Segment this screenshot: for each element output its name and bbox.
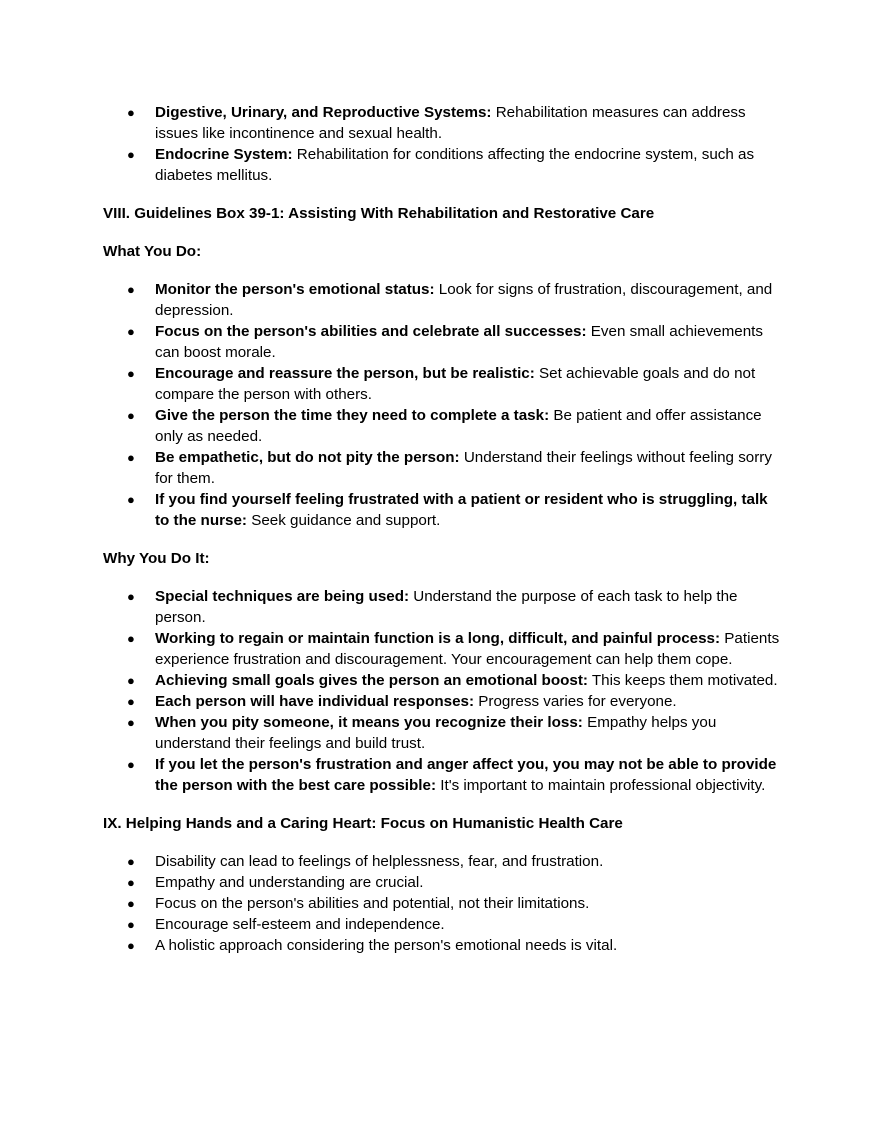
list-item: ● Empathy and understanding are crucial. xyxy=(103,872,783,893)
top-bullet-list xyxy=(103,102,783,186)
list-item: ● Encourage self-esteem and independence. xyxy=(103,914,783,935)
item-term: If you let the person's frustration and anger affect you, you may not be able to provide the person with the best care possible: xyxy=(155,756,777,794)
list-item xyxy=(103,712,783,754)
list-item xyxy=(103,447,783,489)
item-text: Seek guidance and support. xyxy=(246,512,441,529)
item-term: Digestive, Urinary, and Reproductive Systems: xyxy=(155,104,492,121)
why-you-do-it-list xyxy=(103,586,783,796)
item-text: Empathy helps you understand their feelings and build trust. xyxy=(155,714,717,752)
item-text: Even small achievements can boost morale. xyxy=(155,323,763,361)
item-text: Set achievable goals and do not compare the person with others. xyxy=(155,365,756,403)
item-text: Rehabilitation measures can address issues like incontinence and sexual health. xyxy=(155,104,746,142)
item-term: Focus on the person's abilities and celebrate all successes: xyxy=(155,323,587,340)
item-term: Give the person the time they need to complete a task: xyxy=(155,407,550,424)
item-term: Encourage and reassure the person, but be realistic: xyxy=(155,365,535,382)
list-item xyxy=(103,144,783,186)
list-item xyxy=(103,586,783,628)
item-term: Special techniques are being used: xyxy=(155,588,410,605)
list-item xyxy=(103,670,783,691)
item-term: Each person will have individual responses: xyxy=(155,693,475,710)
item-text: Understand their feelings without feeling sorry for them. xyxy=(155,449,772,487)
item-text: It's important to maintain professional objectivity. xyxy=(436,777,766,794)
list-item xyxy=(103,405,783,447)
list-item xyxy=(103,363,783,405)
list-item: ● Focus on the person's abilities and potential, not their limitations. xyxy=(103,893,783,914)
item-term: Achieving small goals gives the person an emotional boost: xyxy=(155,672,588,689)
section-viii-title: VIII. Guidelines Box 39-1: Assisting With Rehabilitation and Restorative Care xyxy=(103,205,655,222)
item-text: This keeps them motivated. xyxy=(587,672,778,689)
list-item xyxy=(103,102,783,144)
humanistic-care-list xyxy=(103,851,783,956)
item-term: When you pity someone, it means you recognize their loss: xyxy=(155,714,583,731)
item-term: Endocrine System: xyxy=(155,146,293,163)
list-item xyxy=(103,321,783,363)
list-item xyxy=(103,691,783,712)
item-text: Understand the purpose of each task to help the person. xyxy=(155,588,738,626)
item-term: Working to regain or maintain function is a long, difficult, and painful process: xyxy=(155,630,721,647)
section-ix-title: IX. Helping Hands and a Caring Heart: Focus on Humanistic Health Care xyxy=(103,815,623,832)
what-you-do-heading: What You Do: xyxy=(103,243,202,260)
why-you-do-it-heading: Why You Do It: xyxy=(103,550,210,567)
document-page xyxy=(103,102,783,956)
item-text: Patients experience frustration and discouragement. Your encouragement can help them cope. xyxy=(155,630,780,668)
list-item xyxy=(103,754,783,796)
item-text: Rehabilitation for conditions affecting the endocrine system, such as diabetes mellitus. xyxy=(155,146,755,184)
item-text: Look for signs of frustration, discouragement, and depression. xyxy=(155,281,773,319)
list-item xyxy=(103,628,783,670)
list-item xyxy=(103,279,783,321)
item-text: Progress varies for everyone. xyxy=(474,693,677,710)
list-item: ● Disability can lead to feelings of helplessness, fear, and frustration. xyxy=(103,851,783,872)
item-term: Be empathetic, but do not pity the person: xyxy=(155,449,460,466)
item-text: Be patient and offer assistance only as needed. xyxy=(155,407,762,445)
list-item xyxy=(103,489,783,531)
list-item: ● A holistic approach considering the person's emotional needs is vital. xyxy=(103,935,783,956)
item-term: If you find yourself feeling frustrated with a patient or resident who is struggling, talk to the nurse: xyxy=(155,491,768,529)
what-you-do-list xyxy=(103,279,783,531)
item-term: Monitor the person's emotional status: xyxy=(155,281,435,298)
